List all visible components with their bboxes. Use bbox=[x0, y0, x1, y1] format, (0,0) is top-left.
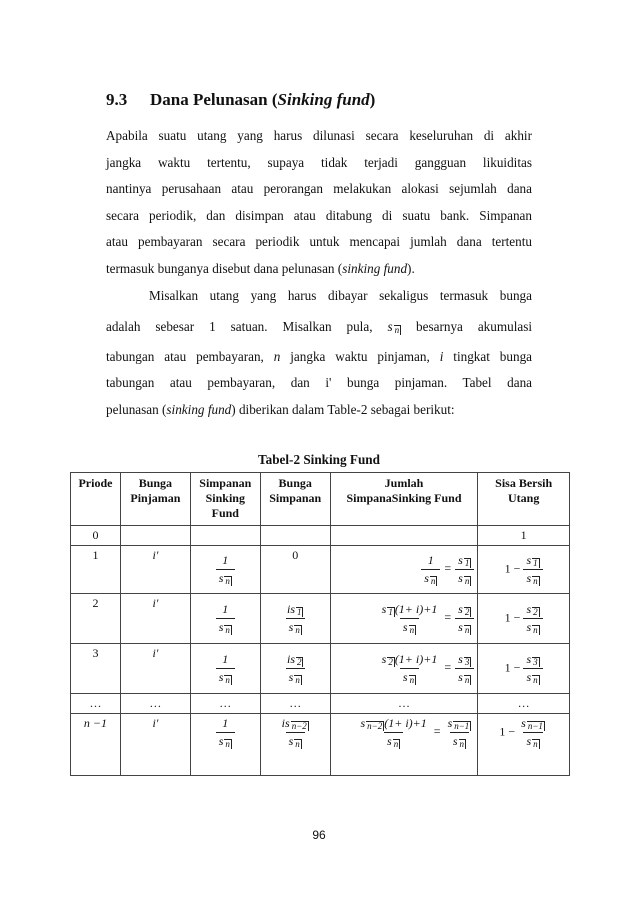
cell-net-balance: 1 − $\frac{s 3}{\text{s n}}$ bbox=[478, 644, 570, 694]
cell-fund-total: $\frac{\text{s n−2 (1+ i)+1}}{\text{s n}}$ = $\frac{\text{s n−1}}{\text{s n}}$ bbox=[330, 714, 478, 776]
paragraph-line: atau pembayaran secara periodik untuk mencapai jumlah dana tertentu bbox=[106, 234, 532, 250]
table-row bbox=[71, 694, 570, 714]
cell-sinking-deposit: $\frac{1}{\text{s n}}$ bbox=[190, 714, 260, 776]
section-heading bbox=[106, 90, 375, 110]
cell-sinking-deposit: $\frac{1}{\text{s n}}$ bbox=[190, 546, 260, 594]
section-number: 9.3 bbox=[106, 90, 128, 109]
header-net-balance: Sisa Bersih Utang bbox=[478, 473, 570, 526]
table-row bbox=[71, 644, 570, 694]
cell-net-balance: 1 − $\frac{s 1}{\text{s n}}$ bbox=[478, 546, 570, 594]
paragraph-1 bbox=[106, 126, 532, 286]
cell-loan-interest: i' bbox=[120, 546, 190, 594]
paragraph-line: jangka waktu tertentu, supaya tidak terjadi gangguan likuiditas bbox=[106, 154, 532, 170]
cell-sinking-deposit: $\frac{1}{\text{s n}}$ bbox=[190, 594, 260, 644]
cell-loan-interest: i' bbox=[120, 714, 190, 776]
table-row bbox=[71, 546, 570, 594]
paragraph-line: secara periodik, dan disimpan atau ditabung di suatu bank. Simpanan bbox=[106, 207, 532, 223]
cell-loan-interest: i' bbox=[120, 594, 190, 644]
cell-period: n −1 bbox=[71, 714, 121, 776]
cell-period: 2 bbox=[71, 594, 121, 644]
paragraph-line: tabungan atau pembayaran, n jangka waktu pinjaman, i tingkat bunga bbox=[106, 348, 533, 364]
header-deposit-interest: Bunga Simpanan bbox=[260, 473, 330, 526]
cell-deposit-interest: is n−2 s n bbox=[260, 714, 330, 776]
cell-deposit-interest: 0 bbox=[260, 546, 330, 594]
table-caption: Tabel-2 Sinking Fund bbox=[258, 452, 380, 467]
header-loan-interest: Bunga Pinjaman bbox=[120, 473, 190, 526]
cell-ellipsis: … bbox=[71, 694, 121, 714]
table-header-row bbox=[71, 473, 570, 526]
paragraph-line: tabungan atau pembayaran, dan i' bunga pinjaman. Tabel dana bbox=[106, 375, 533, 391]
cell-fund-total: $\frac{1}{\text{s n}}$ = $\frac{s 1}{\text{s n}}$ bbox=[330, 546, 478, 594]
section-title: Dana Pelunasan (Sinking fund) bbox=[150, 90, 376, 109]
cell-loan-interest: i' bbox=[120, 644, 190, 694]
cell-net-balance: 1 bbox=[478, 526, 570, 546]
cell-deposit-interest: $\frac{is 1}{\text{s n}}$ bbox=[260, 594, 330, 644]
cell-net-balance: 1 − $\frac{\text{s n−1}}{\text{s n}}$ bbox=[478, 714, 570, 776]
table-row bbox=[71, 594, 570, 644]
cell-ellipsis: … bbox=[260, 694, 330, 714]
header-sinking-deposit: Simpanan Sinking Fund bbox=[190, 473, 260, 526]
cell-ellipsis: … bbox=[330, 694, 478, 714]
paragraph-2 bbox=[106, 286, 532, 426]
cell-fund-total: $\frac{s 1 (1+ i)+1}{\text{s n}}$ = $\frac{s 2}{\text{s n}}$ bbox=[330, 594, 478, 644]
paragraph-line: termasuk bunganya disebut dana pelunasan (sinking fund). bbox=[106, 260, 415, 276]
page-number: 96 bbox=[312, 828, 326, 842]
table-row bbox=[71, 714, 570, 776]
cell-period: 3 bbox=[71, 644, 121, 694]
cell-ellipsis: … bbox=[478, 694, 570, 714]
header-fund-total: Jumlah SimpanaSinking Fund bbox=[330, 473, 478, 526]
cell-deposit-interest: $\frac{is 2}{\text{s n}}$ bbox=[260, 644, 330, 694]
paragraph-line: nantinya perusahaan atau perorangan melakukan alokasi sejumlah dana bbox=[106, 181, 532, 197]
cell-period: 0 bbox=[71, 526, 121, 546]
cell-ellipsis: … bbox=[190, 694, 260, 714]
paragraph-line: Apabila suatu utang yang harus dilunasi secara keseluruhan di akhir bbox=[106, 128, 532, 143]
paragraph-line: adalah sebesar 1 satuan. Misalkan pula, s n besarnya akumulasi bbox=[106, 318, 533, 335]
cell-sinking-deposit: $\frac{1}{\text{s n}}$ bbox=[190, 644, 260, 694]
cell-period: 1 bbox=[71, 546, 121, 594]
header-period: Priode bbox=[71, 473, 121, 526]
cell-fund-total: $\frac{s 2 (1+ i)+1}{\text{s n}}$ = $\frac{s 3}{\text{s n}}$ bbox=[330, 644, 478, 694]
cell-ellipsis: … bbox=[120, 694, 190, 714]
paragraph-line: Misalkan utang yang harus dibayar sekaligus termasuk bunga bbox=[149, 288, 532, 303]
paragraph-line: pelunasan (sinking fund) diberikan dalam Table-2 sebagai berikut: bbox=[106, 401, 455, 417]
table-row bbox=[71, 526, 570, 546]
cell-net-balance: 1 − $\frac{s 2}{\text{s n}}$ bbox=[478, 594, 570, 644]
sinking-fund-table bbox=[70, 472, 570, 776]
